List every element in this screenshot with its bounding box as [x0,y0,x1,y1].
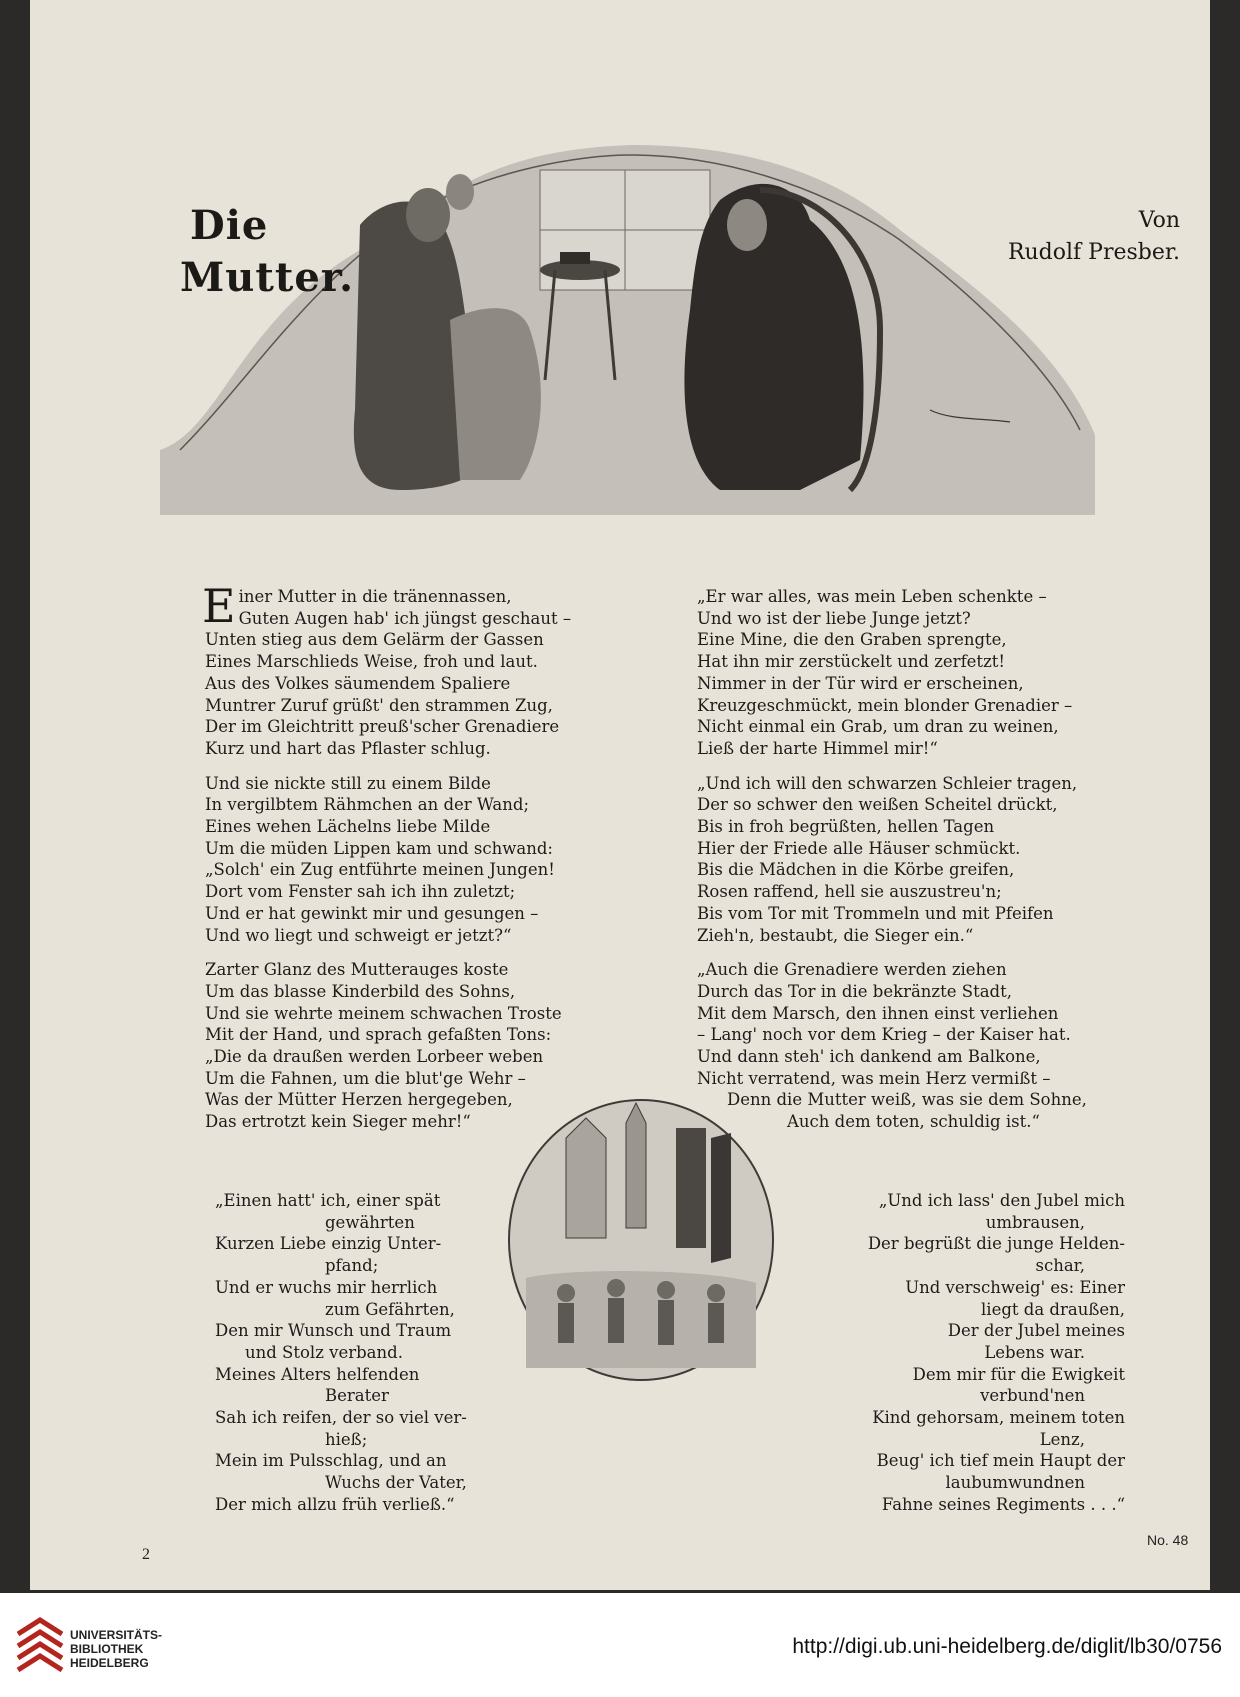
verse-line: pfand; [325,1256,379,1276]
verse-line: „Die da draußen werden Lorbeer weben [205,1047,544,1067]
verse-line: Hat ihn mir zerstückelt und zerfetzt! [697,652,1006,672]
verse-line: Kurz und hart das Pflaster schlug. [205,738,491,758]
verse-line: Berater [325,1386,389,1406]
title-line-1: Die [190,202,269,249]
poem-column-bottom-left [215,1190,495,1516]
verse-line: Und dann steh' ich dankend am Balkone, [697,1047,1041,1067]
stanza-2 [205,773,645,947]
verse-line: „Und ich lass' den Jubel mich [878,1191,1125,1210]
verse-line: zum Gefährten, [325,1299,455,1319]
verse-line: Sah ich reifen, der so viel ver- [215,1408,467,1428]
verse-line: Um die müden Lippen kam und schwand: [205,838,553,858]
verse-line: In vergilbtem Rähmchen an der Wand; [205,795,530,815]
verse-line: Lebens war. [984,1342,1085,1362]
verse-line: Und er wuchs mir herrlich [215,1277,438,1297]
verse-line: Der im Gleichtritt preuß'scher Grenadiere [205,717,560,737]
verse-line: und Stolz verband. [245,1342,403,1362]
byline-prefix: Von [1138,208,1180,233]
verse-line: „Solch' ein Zug entführte meinen Jungen! [205,860,555,880]
verse-line: Den mir Wunsch und Traum [215,1321,452,1341]
verse-line: Bis in froh begrüßten, hellen Tagen [697,817,995,837]
permalink-url[interactable]: http://digi.ub.uni-heidelberg.de/diglit/lb30/0756 [792,1635,1222,1658]
page-number: 2 [142,1546,150,1563]
stanza-1 [202,579,645,760]
verse-line: Guten Augen hab' ich jüngst geschaut – [238,608,572,628]
verse-line: hieß; [325,1429,368,1449]
verse-line: Hier der Friede alle Häuser schmückt. [697,838,1021,858]
verse-line: schar, [1035,1256,1085,1276]
verse-line: laubumwundnen [945,1473,1085,1493]
magazine-page [30,0,1210,1590]
verse-line: Der begrüßt die junge Helden- [867,1234,1125,1254]
verse-line: Auch dem toten, schuldig ist.“ [787,1112,1040,1132]
verse-line: Durch das Tor in die bekränzte Stadt, [697,981,1012,1001]
verse-line: – Lang' noch vor dem Krieg – der Kaiser hat. [697,1025,1071,1045]
illustration-marching-soldiers [506,1098,776,1383]
verse-line: Unten stieg aus dem Gelärm der Gassen [205,630,544,650]
verse-line: Und verschweig' es: Einer [905,1277,1125,1297]
verse-line: Kind gehorsam, meinem toten [872,1408,1125,1428]
verse-line: Und er hat gewinkt mir und gesungen – [205,903,539,923]
dropcap: E [202,579,236,633]
verse-line: „Und ich will den schwarzen Schleier tragen, [697,773,1078,793]
verse-line: Denn die Mutter weiß, was sie dem Sohne, [727,1090,1087,1110]
verse-line: gewährten [325,1212,415,1232]
stanza-5 [697,773,1137,947]
verse-line: Und sie wehrte meinem schwachen Troste [205,1003,562,1023]
verse-line: „Auch die Grenadiere werden ziehen [697,960,1007,980]
verse-line: Fahne seines Regiments . . .“ [881,1494,1125,1514]
verse-line: Bis vom Tor mit Trommeln und mit Pfeifen [697,903,1054,923]
verse-line: Was der Mütter Herzen hergegeben, [205,1090,513,1110]
library-footer [0,1593,1240,1697]
poem-column-right [697,586,1137,1146]
issue-number: No. 48 [1147,1532,1189,1548]
institution-line: HEIDELBERG [70,1656,149,1670]
verse-line: Kreuzgeschmückt, mein blonder Grenadier – [697,695,1073,715]
verse-line: Um das blasse Kinderbild des Sohns, [205,981,516,1001]
verse-line: Aus des Volkes säumendem Spaliere [205,673,511,693]
institution-line: BIBLIOTHEK [70,1642,144,1656]
verse-line: Der so schwer den weißen Scheitel drückt, [697,795,1058,815]
verse-line: Rosen raffend, hell sie auszustreu'n; [697,882,1002,902]
university-library-logo-icon [14,1616,66,1674]
verse-line: Lenz, [1039,1429,1085,1449]
verse-line: Wuchs der Vater, [325,1473,467,1493]
verse-line: Nicht verratend, was mein Herz vermißt – [697,1068,1051,1088]
verse-line: verbund'nen [980,1386,1085,1406]
verse-line: Beug' ich tief mein Haupt der [876,1451,1125,1471]
verse-line: Der mich allzu früh verließ.“ [215,1494,455,1514]
verse-line: Bis die Mädchen in die Körbe greifen, [697,860,1015,880]
verse-line: Und wo ist der liebe Junge jetzt? [697,608,971,628]
verse-line: Muntrer Zuruf grüßt' den strammen Zug, [205,695,553,715]
verse-line: Und wo liegt und schweigt er jetzt?“ [205,925,512,945]
verse-line: Um die Fahnen, um die blut'ge Wehr – [205,1068,526,1088]
verse-line: Eine Mine, die den Graben sprengte, [697,630,1007,650]
verse-line: Meines Alters helfenden [215,1364,420,1384]
verse-line: Zieh'n, bestaubt, die Sieger ein.“ [697,925,974,945]
stanza-4 [697,586,1137,760]
verse-line: Ließ der harte Himmel mir!“ [697,738,938,758]
verse-line: Nicht einmal ein Grab, um dran zu weinen, [697,717,1059,737]
verse-line: Der der Jubel meines [947,1321,1125,1341]
verse-line: Eines wehen Lächelns liebe Milde [205,817,491,837]
author-name: Rudolf Presber. [1007,240,1180,265]
verse-line: Mein im Pulsschlag, und an [215,1451,447,1471]
byline [970,205,1180,269]
title-line-2: Mutter. [180,254,355,301]
poem-column-bottom-right [825,1190,1125,1516]
verse-line: „Einen hatt' ich, einer spät [215,1191,441,1210]
verse-line: Das ertrotzt kein Sieger mehr!“ [205,1112,471,1132]
verse-line: Dort vom Fenster sah ich ihn zuletzt; [205,882,516,902]
poem-column-left [202,579,645,1146]
verse-line: Zarter Glanz des Mutterauges koste [205,960,509,980]
verse-line: „Er war alles, was mein Leben schenkte – [697,587,1047,606]
institution-name [70,1628,162,1670]
poem-title [180,200,360,304]
verse-line: Mit der Hand, und sprach gefaßten Tons: [205,1025,552,1045]
verse-line: Nimmer in der Tür wird er erscheinen, [697,673,1024,693]
verse-line: Eines Marschlieds Weise, froh und laut. [205,652,538,672]
verse-line: liegt da draußen, [981,1299,1125,1319]
institution-line: UNIVERSITÄTS- [70,1628,163,1642]
verse-line: Kurzen Liebe einzig Unter- [215,1234,442,1254]
illustration-mother-and-visitor [160,130,1100,515]
verse-line: Mit dem Marsch, den ihnen einst verliehen [697,1003,1059,1023]
verse-line: Und sie nickte still zu einem Bilde [205,773,491,793]
verse-line: umbrausen, [985,1212,1085,1232]
verse-line: iner Mutter in die tränennassen, [238,587,512,606]
verse-line: Dem mir für die Ewigkeit [912,1364,1125,1384]
